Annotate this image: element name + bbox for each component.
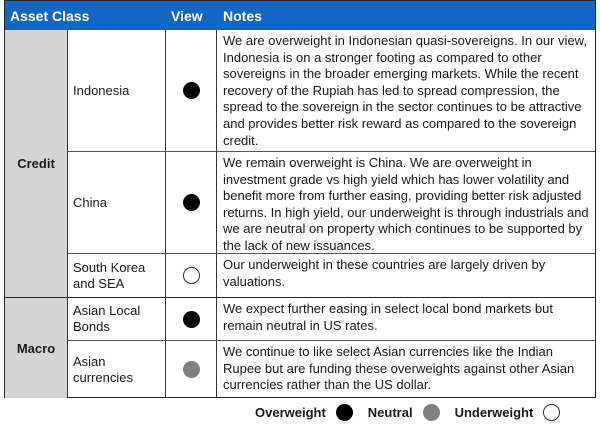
view-asian-currencies bbox=[166, 341, 216, 398]
neutral-dot-icon bbox=[423, 404, 440, 421]
note-asian-currencies: We continue to like select Asian currencies like the Indian Rupee but are funding these overweights against other Asian currencies rather than the US dollar. bbox=[223, 344, 575, 393]
note-south-korea-sea: Our underweight in these countries are largely driven by valuations. bbox=[223, 257, 546, 289]
note-china: We remain overweight is China. We are overweight in investment grade vs high yield which has lower volatility and benefit more from further easing, providing better risk adjusted returns. In high yield, our underweight is through industrials and we are neutral on property which continues to be supported by the lack of new issuances. bbox=[223, 155, 589, 253]
overweight-dot-icon bbox=[183, 311, 200, 328]
note-asian-local-bonds: We expect further easing in select local bond markets but remain neutral in US rates. bbox=[223, 301, 553, 333]
group-macro: Macro bbox=[5, 298, 67, 398]
row-name-indonesia: Indonesia bbox=[73, 82, 130, 98]
view-south-korea-sea bbox=[166, 254, 216, 297]
view-asian-local-bonds bbox=[166, 298, 216, 340]
row-name-south-korea-sea: South Korea and SEA bbox=[73, 259, 146, 291]
legend-neutral-label: Neutral bbox=[367, 405, 413, 420]
overweight-dot-icon bbox=[336, 404, 353, 421]
legend-overweight-label: Overweight bbox=[255, 405, 326, 420]
header-view: View bbox=[171, 8, 203, 24]
legend-underweight-label: Underweight bbox=[454, 405, 534, 420]
note-indonesia: We are overweight in Indonesian quasi-sovereigns. In our view, Indonesia is on a stronger footing as compared to other sovereigns in the broader emerging markets. While the recent recovery of the Rupiah has led to spread compression, the spread to the sovereign in the sector continues to be attractive and provides better risk reward as compared to the sovereign credit. bbox=[223, 33, 587, 148]
header-notes: Notes bbox=[223, 8, 262, 24]
overweight-dot-icon bbox=[183, 194, 200, 211]
row-name-asian-local-bonds: Asian Local Bonds bbox=[73, 303, 141, 334]
asset-allocation-table bbox=[4, 0, 596, 398]
neutral-dot-icon bbox=[183, 361, 200, 378]
table-header bbox=[5, 1, 595, 30]
underweight-circle-icon bbox=[543, 404, 560, 421]
group-credit: Credit bbox=[5, 30, 67, 297]
row-name-asian-currencies: Asian currencies bbox=[73, 353, 133, 385]
view-china bbox=[166, 152, 216, 253]
view-indonesia bbox=[166, 30, 216, 151]
header-asset-class: Asset Class bbox=[10, 8, 90, 24]
legend bbox=[255, 404, 560, 421]
overweight-dot-icon bbox=[183, 82, 200, 99]
underweight-circle-icon bbox=[183, 267, 200, 284]
row-name-china: China bbox=[73, 194, 107, 210]
